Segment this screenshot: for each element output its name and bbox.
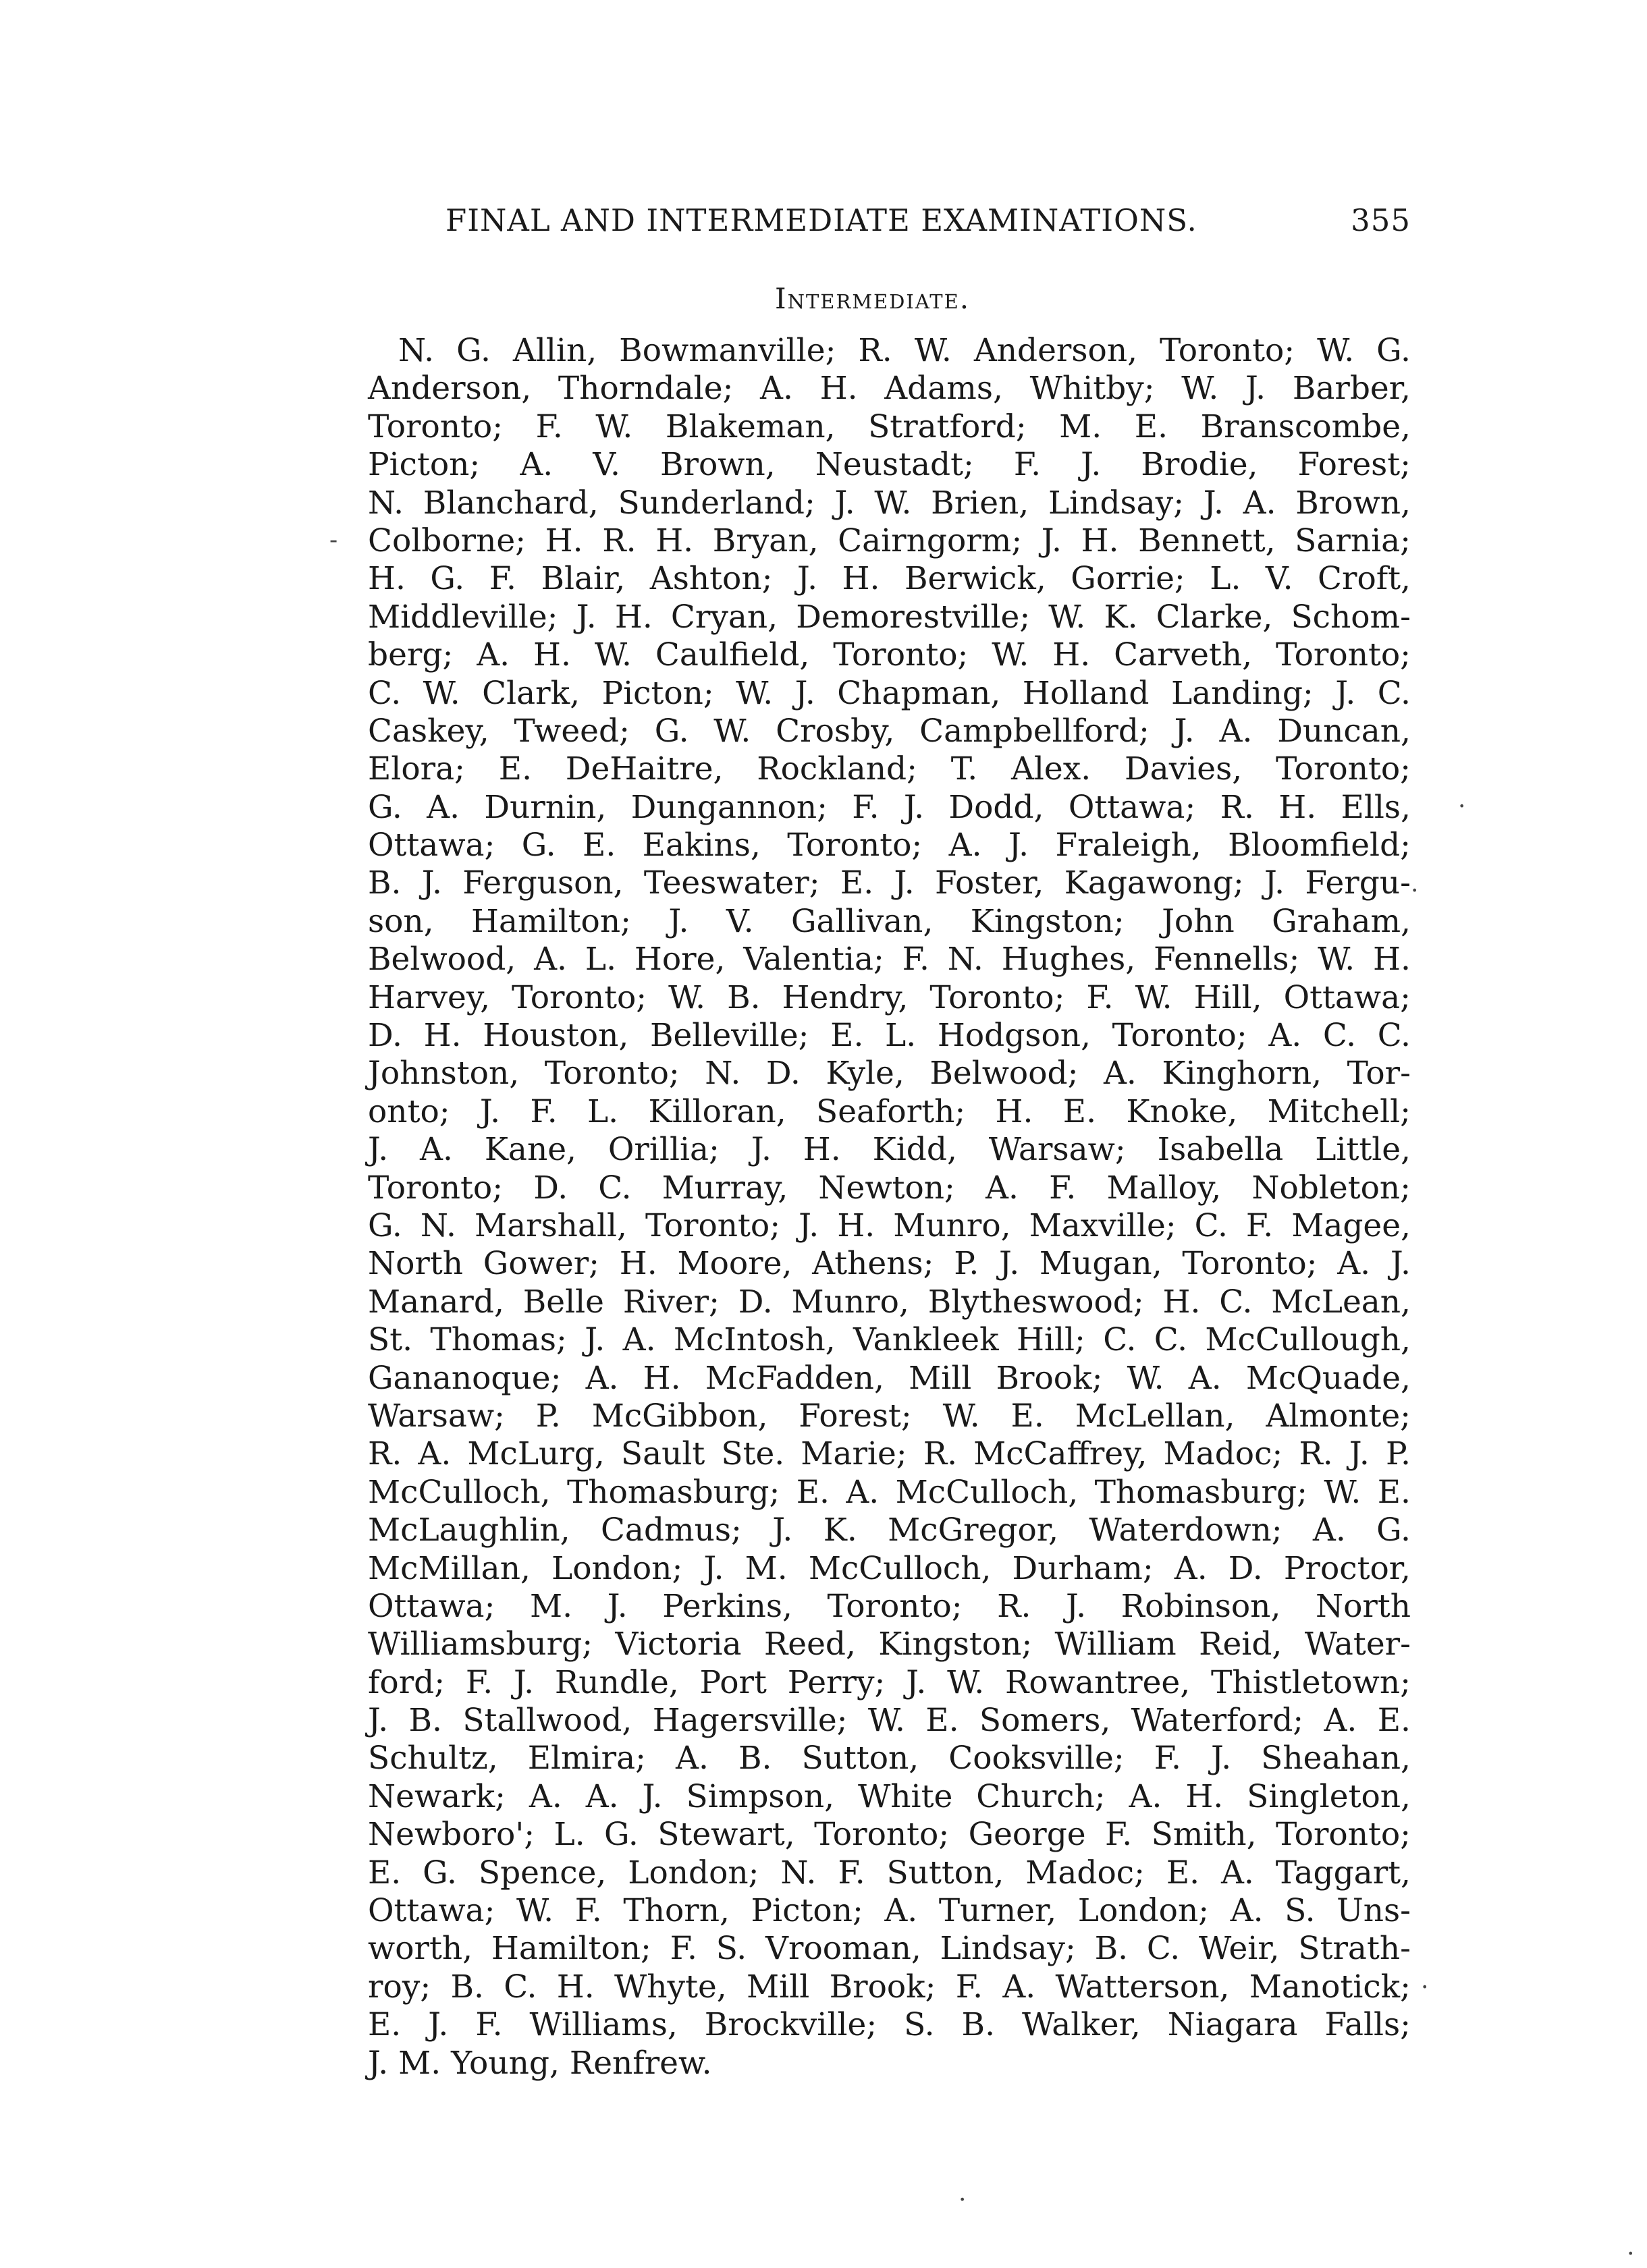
text-line: Belwood, A. L. Hore, Valentia; F. N. Hughes, Fennells; W. H. bbox=[368, 941, 1411, 978]
text-line: Toronto; D. C. Murray, Newton; A. F. Malloy, Nobleton; bbox=[368, 1169, 1411, 1207]
text-line: N. Blanchard, Sunderland; J. W. Brien, Lindsay; J. A. Brown, bbox=[368, 484, 1411, 522]
text-line: ford; F. J. Rundle, Port Perry; J. W. Rowantree, Thistletown; bbox=[368, 1663, 1411, 1701]
text-line: Harvey, Toronto; W. B. Hendry, Toronto; F. W. Hill, Ottawa; bbox=[368, 978, 1411, 1016]
text-line: Middleville; J. H. Cryan, Demorestville; W. K. Clarke, Schom- bbox=[368, 598, 1411, 636]
section-heading: Intermediate. bbox=[775, 282, 971, 315]
text-line: E. G. Spence, London; N. F. Sutton, Madoc; E. A. Taggart, bbox=[368, 1854, 1411, 1891]
text-line: Caskey, Tweed; G. W. Crosby, Campbellford; J. A. Duncan, bbox=[368, 712, 1411, 750]
text-line: Williamsburg; Victoria Reed, Kingston; William Reid, Water- bbox=[368, 1626, 1411, 1663]
text-line: North Gower; H. Moore, Athens; P. J. Mugan, Toronto; A. J. bbox=[368, 1245, 1411, 1283]
margin-mark: · bbox=[1627, 2240, 1635, 2268]
text-line: J. B. Stallwood, Hagersville; W. E. Somers, Waterford; A. E. bbox=[368, 1702, 1411, 1740]
text-line: Schultz, Elmira; A. B. Sutton, Cooksville; F. J. Sheahan, bbox=[368, 1740, 1411, 1777]
text-line: Picton; A. V. Brown, Neustadt; F. J. Brodie, Forest; bbox=[368, 446, 1411, 484]
margin-mark: · bbox=[1411, 877, 1419, 905]
text-line: Newark; A. A. J. Simpson, White Church; A. H. Singleton, bbox=[368, 1777, 1411, 1815]
page-number: 355 bbox=[1351, 202, 1411, 238]
text-line: Newboro'; L. G. Stewart, Toronto; George F. Smith, Toronto; bbox=[368, 1816, 1411, 1854]
text-line: D. H. Houston, Belleville; E. L. Hodgson, Toronto; A. C. C. bbox=[368, 1017, 1411, 1055]
text-line: McMillan, London; J. M. McCulloch, Durham; A. D. Proctor, bbox=[368, 1549, 1411, 1587]
text-line: Warsaw; P. McGibbon, Forest; W. E. McLellan, Almonte; bbox=[368, 1397, 1411, 1435]
text-line: H. G. F. Blair, Ashton; J. H. Berwick, Gorrie; L. V. Croft, bbox=[368, 560, 1411, 598]
text-line: roy; B. C. H. Whyte, Mill Brook; F. A. Watterson, Manotick; bbox=[368, 1968, 1411, 2006]
running-title: FINAL AND INTERMEDIATE EXAMINATIONS. bbox=[446, 202, 1197, 238]
text-line: Gananoque; A. H. McFadden, Mill Brook; W. A. McQuade, bbox=[368, 1359, 1411, 1397]
text-line: Elora; E. DeHaitre, Rockland; T. Alex. Davies, Toronto; bbox=[368, 750, 1411, 788]
text-line: Toronto; F. W. Blakeman, Stratford; M. E. Branscombe, bbox=[368, 408, 1411, 445]
body-text bbox=[368, 332, 1411, 2082]
margin-mark: · bbox=[1458, 793, 1466, 821]
text-line: worth, Hamilton; F. S. Vrooman, Lindsay; B. C. Weir, Strath- bbox=[368, 1930, 1411, 1968]
margin-mark: · bbox=[1421, 1974, 1429, 2001]
text-line: G. N. Marshall, Toronto; J. H. Munro, Maxville; C. F. Magee, bbox=[368, 1207, 1411, 1244]
text-line: Anderson, Thorndale; A. H. Adams, Whitby; W. J. Barber, bbox=[368, 370, 1411, 408]
text-line: B. J. Ferguson, Teeswater; E. J. Foster, Kagawong; J. Fergu- bbox=[368, 864, 1411, 902]
text-line: son, Hamilton; J. V. Gallivan, Kingston; John Graham, bbox=[368, 902, 1411, 940]
margin-mark: · bbox=[959, 2186, 967, 2214]
text-line: McCulloch, Thomasburg; E. A. McCulloch, Thomasburg; W. E. bbox=[368, 1473, 1411, 1511]
text-line: N. G. Allin, Bowmanville; R. W. Anderson, Toronto; W. G. bbox=[398, 332, 1411, 369]
text-line: Ottawa; M. J. Perkins, Toronto; R. J. Robinson, North bbox=[368, 1587, 1411, 1625]
text-line: R. A. McLurg, Sault Ste. Marie; R. McCaffrey, Madoc; R. J. P. bbox=[368, 1435, 1411, 1473]
text-line: Colborne; H. R. H. Bryan, Cairngorm; J. H. Bennett, Sarnia; bbox=[368, 522, 1411, 559]
text-line: berg; A. H. W. Caulfield, Toronto; W. H. Carveth, Toronto; bbox=[368, 636, 1411, 674]
text-line: St. Thomas; J. A. McIntosh, Vankleek Hill; C. C. McCullough, bbox=[368, 1321, 1411, 1359]
margin-mark: - bbox=[329, 526, 338, 554]
text-line: G. A. Durnin, Dungannon; F. J. Dodd, Ottawa; R. H. Ells, bbox=[368, 788, 1411, 826]
text-line: onto; J. F. L. Killoran, Seaforth; H. E. Knoke, Mitchell; bbox=[368, 1092, 1411, 1130]
text-line: Ottawa; G. E. Eakins, Toronto; A. J. Fraleigh, Bloomfield; bbox=[368, 827, 1411, 864]
text-line: Manard, Belle River; D. Munro, Blytheswood; H. C. McLean, bbox=[368, 1283, 1411, 1321]
text-line: C. W. Clark, Picton; W. J. Chapman, Holland Landing; J. C. bbox=[368, 674, 1411, 712]
text-line: E. J. F. Williams, Brockville; S. B. Walker, Niagara Falls; bbox=[368, 2006, 1411, 2044]
text-line: Ottawa; W. F. Thorn, Picton; A. Turner, London; A. S. Uns- bbox=[368, 1892, 1411, 1930]
text-line: J. A. Kane, Orillia; J. H. Kidd, Warsaw; Isabella Little, bbox=[368, 1131, 1411, 1169]
text-line: McLaughlin, Cadmus; J. K. McGregor, Waterdown; A. G. bbox=[368, 1512, 1411, 1549]
text-line: Johnston, Toronto; N. D. Kyle, Belwood; A. Kinghorn, Tor- bbox=[368, 1055, 1411, 1092]
text-line: J. M. Young, Renfrew. bbox=[368, 2044, 712, 2082]
